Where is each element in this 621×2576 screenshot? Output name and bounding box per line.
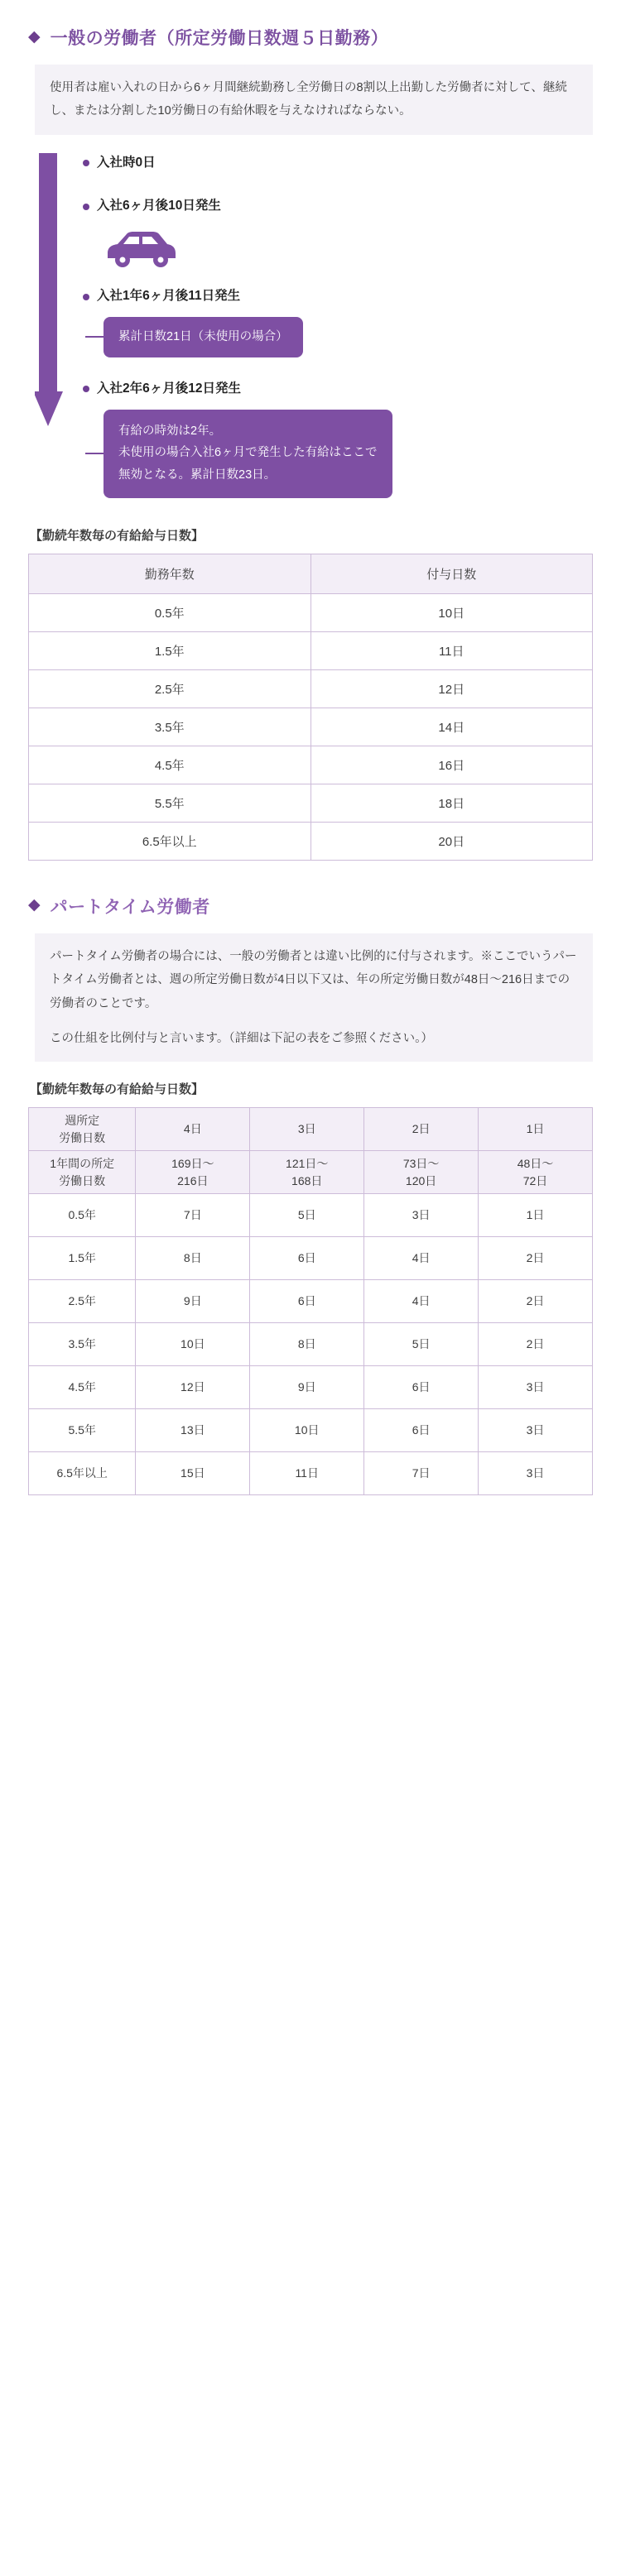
cell-days: 12日 (310, 669, 593, 708)
table-2-title: 【勤続年数毎の有給給与日数】 (30, 1082, 205, 1097)
cell-days: 20日 (310, 822, 593, 860)
section-heading-general-worker (28, 25, 593, 50)
cell-years: 3.5年 (29, 1323, 136, 1366)
cell-days: 18日 (310, 784, 593, 822)
callout-stem (85, 336, 104, 338)
bullet-dot-icon (83, 160, 89, 166)
cell-years: 6.5年以上 (29, 1452, 136, 1495)
cell-years: 0.5年 (29, 1194, 136, 1237)
annual-range-1day-line-1: 48日〜 (517, 1157, 554, 1171)
cell-days: 11日 (310, 631, 593, 669)
table-row (29, 1409, 593, 1452)
cell-years: 2.5年 (29, 1280, 136, 1323)
annual-range-4days (136, 1151, 250, 1194)
cell-days-2: 6日 (364, 1366, 479, 1409)
cell-years: 2.5年 (29, 669, 311, 708)
corner-header-weekly-days (29, 1108, 136, 1151)
cell-years: 3.5年 (29, 708, 311, 746)
callout-stem (85, 453, 104, 454)
table-row (29, 1366, 593, 1409)
timeline-label-1: 入社6ヶ月後10日発生 (97, 199, 221, 213)
part-time-note-paragraph-2: この仕組を比例付与と言います。（詳細は下記の表をご参照ください。） (50, 1031, 433, 1045)
part-time-note-paragraph-1: パートタイム労働者の場合には、一般の労働者とは違い比例的に付与されます。※ここでいうパートタイム労働者とは、週の所定労働日数が4日以下又は、年の所定労働日数が48日〜216日までの労働者のことです。 (50, 949, 577, 1010)
cell-years: 4.5年 (29, 1366, 136, 1409)
cell-days-3: 10日 (250, 1409, 364, 1452)
col-header-2days: 2日 (364, 1108, 479, 1151)
table-subheader-row (29, 1151, 593, 1194)
cell-days-3: 6日 (250, 1237, 364, 1280)
table-row (29, 708, 593, 746)
cell-days-2: 3日 (364, 1194, 479, 1237)
cell-days-2: 7日 (364, 1452, 479, 1495)
rowheader-annual-days (29, 1151, 136, 1194)
cell-days-3: 5日 (250, 1194, 364, 1237)
table-row (29, 1280, 593, 1323)
cell-days: 10日 (310, 593, 593, 631)
cell-days-1: 3日 (479, 1452, 593, 1495)
col-header-1day: 1日 (479, 1108, 593, 1151)
timeline-callout-2 (85, 410, 593, 498)
callout-2-line-2: 未使用の場合入社6ヶ月で発生した有給はここで (118, 446, 378, 460)
callout-1-text: 累計日数21日（未使用の場合） (104, 317, 303, 357)
timeline-label-0: 入社時0日 (97, 155, 156, 170)
cell-days-4: 10日 (136, 1323, 250, 1366)
annual-range-3days-line-2: 168日 (291, 1173, 323, 1187)
cell-days-4: 8日 (136, 1237, 250, 1280)
timeline-callout-1 (85, 317, 593, 357)
cell-days-4: 15日 (136, 1452, 250, 1495)
cell-days-1: 2日 (479, 1280, 593, 1323)
timeline-item-2 (83, 286, 593, 307)
annual-range-2days-line-1: 73日〜 (402, 1157, 440, 1171)
cell-days-1: 3日 (479, 1366, 593, 1409)
table-row (29, 593, 593, 631)
timeline-item-1 (83, 196, 593, 217)
cell-days: 16日 (310, 746, 593, 784)
general-worker-note-text: 使用者は雇い入れの日から6ヶ月間継続勤務し全労働日の8割以上出勤した労働者に対して、継続し、または分割した10労働日の有給休暇を与えなければならない。 (50, 81, 567, 118)
cell-days-4: 9日 (136, 1280, 250, 1323)
table-1-title: 【勤続年数毎の有給給与日数】 (30, 528, 205, 543)
car-illustration (83, 222, 593, 286)
cell-days-4: 13日 (136, 1409, 250, 1452)
cell-years: 5.5年 (29, 784, 311, 822)
col-header-3days: 3日 (250, 1108, 364, 1151)
table-row (29, 631, 593, 669)
table-row (29, 822, 593, 860)
cell-days-2: 6日 (364, 1409, 479, 1452)
cell-days-1: 2日 (479, 1323, 593, 1366)
timeline-label-3: 入社2年6ヶ月後12日発生 (97, 381, 241, 396)
timeline (35, 153, 593, 498)
corner-header-line-2: 労働日数 (59, 1130, 106, 1144)
annual-range-4days-line-2: 216日 (177, 1173, 209, 1187)
cell-days-1: 2日 (479, 1237, 593, 1280)
cell-days-4: 12日 (136, 1366, 250, 1409)
cell-days-4: 7日 (136, 1194, 250, 1237)
col-header-days: 付与日数 (310, 554, 593, 593)
timeline-item-0 (83, 153, 593, 174)
cell-years: 5.5年 (29, 1409, 136, 1452)
corner-header-line-1: 週所定 (65, 1114, 100, 1128)
table-row (29, 1452, 593, 1495)
timeline-item-3 (83, 379, 593, 400)
col-header-years: 勤務年数 (29, 554, 311, 593)
cell-days-3: 6日 (250, 1280, 364, 1323)
cell-years: 0.5年 (29, 593, 311, 631)
cell-days-3: 11日 (250, 1452, 364, 1495)
section-title: パートタイム労働者 (50, 897, 210, 917)
annual-range-1day-line-2: 72日 (522, 1173, 548, 1187)
table-header-row (29, 554, 593, 593)
table-row (29, 1194, 593, 1237)
section-title: 一般の労働者（所定労働日数週５日勤務） (50, 29, 389, 48)
cell-days-3: 8日 (250, 1323, 364, 1366)
part-time-worker-note (35, 933, 593, 1062)
down-arrow-icon (35, 153, 63, 426)
paid-leave-table-general (28, 554, 593, 861)
col-header-4days: 4日 (136, 1108, 250, 1151)
bullet-dot-icon (83, 386, 89, 392)
table-row (29, 784, 593, 822)
cell-days-1: 1日 (479, 1194, 593, 1237)
annual-range-3days (250, 1151, 364, 1194)
diamond-icon: ◆ (28, 27, 41, 46)
paid-leave-table-part-time (28, 1107, 593, 1495)
timeline-items (83, 153, 593, 498)
annual-range-1day (479, 1151, 593, 1194)
bullet-dot-icon (83, 294, 89, 300)
section-heading-part-time-worker (28, 894, 593, 919)
table-row (29, 1237, 593, 1280)
rowheader-line-1: 1年間の所定 (50, 1157, 115, 1171)
cell-days-3: 9日 (250, 1366, 364, 1409)
callout-2-line-3: 無効となる。累計日数23日。 (118, 468, 277, 482)
general-worker-note (35, 65, 593, 135)
cell-years: 6.5年以上 (29, 822, 311, 860)
annual-range-2days-line-2: 120日 (405, 1173, 437, 1187)
timeline-label-2: 入社1年6ヶ月後11日発生 (97, 289, 241, 304)
annual-range-2days (364, 1151, 479, 1194)
cell-days-2: 5日 (364, 1323, 479, 1366)
table-row (29, 669, 593, 708)
cell-years: 1.5年 (29, 1237, 136, 1280)
cell-years: 1.5年 (29, 631, 311, 669)
cell-days-2: 4日 (364, 1280, 479, 1323)
rowheader-line-2: 労働日数 (59, 1173, 106, 1187)
car-icon (101, 225, 181, 276)
cell-days-1: 3日 (479, 1409, 593, 1452)
cell-days: 14日 (310, 708, 593, 746)
callout-2-line-1: 有給の時効は2年。 (118, 424, 222, 438)
table-header-row (29, 1108, 593, 1151)
table-row (29, 1323, 593, 1366)
cell-days-2: 4日 (364, 1237, 479, 1280)
cell-years: 4.5年 (29, 746, 311, 784)
diamond-icon: ◆ (28, 896, 41, 914)
annual-range-3days-line-1: 121日〜 (286, 1157, 329, 1171)
table-row (29, 746, 593, 784)
annual-range-4days-line-1: 169日〜 (171, 1157, 214, 1171)
bullet-dot-icon (83, 204, 89, 210)
